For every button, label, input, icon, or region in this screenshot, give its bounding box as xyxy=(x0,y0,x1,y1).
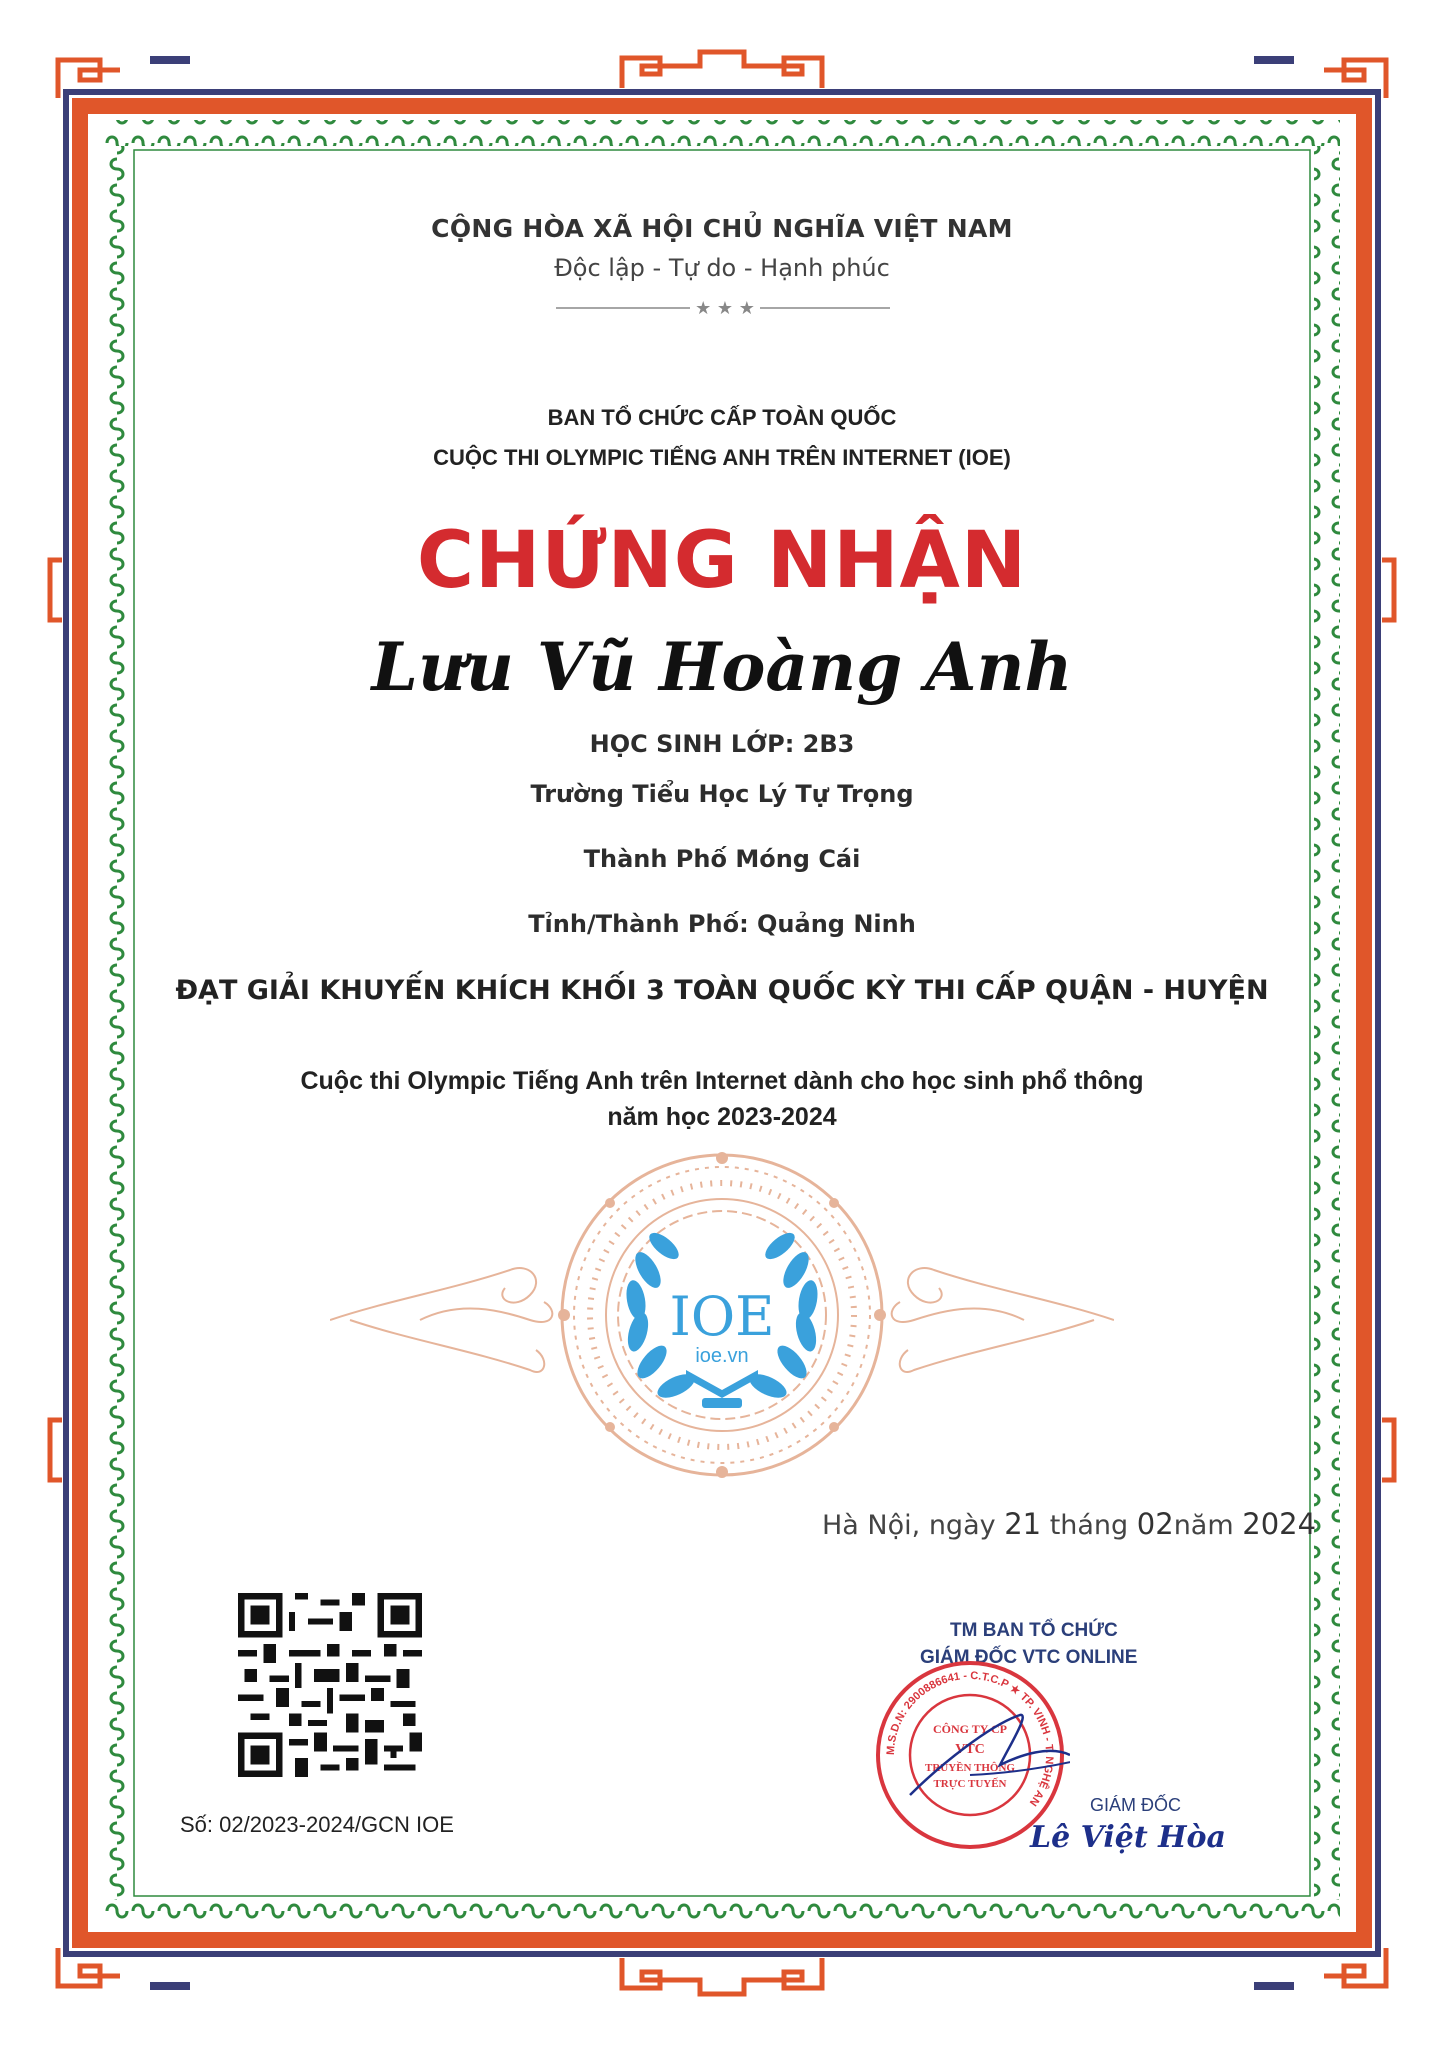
province-line: Tỉnh/Thành Phố: Quảng Ninh xyxy=(528,910,916,938)
signer-name: Lê Việt Hòa xyxy=(1030,1820,1226,1855)
organizer-line-2: CUỘC THI OLYMPIC TIẾNG ANH TRÊN INTERNET (IOE) xyxy=(433,445,1011,470)
stamp-line-4: TRỰC TUYẾN xyxy=(933,1778,1007,1790)
date-month-label: tháng xyxy=(1049,1510,1129,1541)
date-year-label: năm xyxy=(1173,1510,1234,1541)
signer-title: GIÁM ĐỐC xyxy=(1090,1795,1182,1815)
signer-line-2: GIÁM ĐỐC VTC ONLINE xyxy=(920,1647,1138,1668)
date-year: 2024 xyxy=(1242,1507,1317,1541)
date-day: 21 xyxy=(1004,1507,1042,1541)
stamp-line-1: CÔNG TY CP xyxy=(932,1722,1008,1736)
divider-stars: ★ ★ ★ xyxy=(695,298,755,318)
certificate-number: Số: 02/2023-2024/GCN IOE xyxy=(180,1812,454,1837)
certificate-title: CHỨNG NHẬN xyxy=(416,516,1028,606)
date-month: 02 xyxy=(1136,1507,1174,1541)
city-name: Thành Phố Móng Cái xyxy=(583,845,861,873)
logo-text: IOE xyxy=(669,1285,775,1348)
ioe-emblem xyxy=(330,1150,1114,1480)
school-name: Trường Tiểu Học Lý Tự Trọng xyxy=(530,780,914,808)
logo-url: ioe.vn xyxy=(695,1345,749,1367)
organizer-line-1: BAN TỔ CHỨC CẤP TOÀN QUỐC xyxy=(547,405,897,430)
contest-line-2: năm học 2023-2024 xyxy=(607,1103,837,1131)
nation-heading: CỘNG HÒA XÃ HỘI CHỦ NGHĨA VIỆT NAM xyxy=(431,214,1013,243)
qr-code xyxy=(238,1593,422,1777)
recipient-name: Lưu Vũ Hoàng Anh xyxy=(371,628,1073,706)
stamp-line-3: TRUYỀN THÔNG xyxy=(925,1762,1015,1774)
stamp-line-2: VTC xyxy=(955,1742,985,1757)
award-line: ĐẠT GIẢI KHUYẾN KHÍCH KHỐI 3 TOÀN QUỐC KỲ THI CẤP QUẬN - HUYỆN xyxy=(175,975,1269,1006)
contest-line-1: Cuộc thi Olympic Tiếng Anh trên Internet dành cho học sinh phổ thông xyxy=(300,1067,1144,1095)
stamp-ring-text: M.S.D.N: 2900886641 - C.T.C.P ★ TP. VINH - T. NGHỆ AN xyxy=(884,1669,1056,1809)
class-line: HỌC SINH LỚP: 2B3 xyxy=(589,730,855,758)
header-divider xyxy=(0,298,1444,318)
signer-line-1: TM BAN TỔ CHỨC xyxy=(950,1620,1118,1641)
motto: Độc lập - Tự do - Hạnh phúc xyxy=(554,254,890,282)
date-place: Hà Nội, ngày xyxy=(822,1510,996,1541)
issue-date xyxy=(822,1507,1316,1541)
